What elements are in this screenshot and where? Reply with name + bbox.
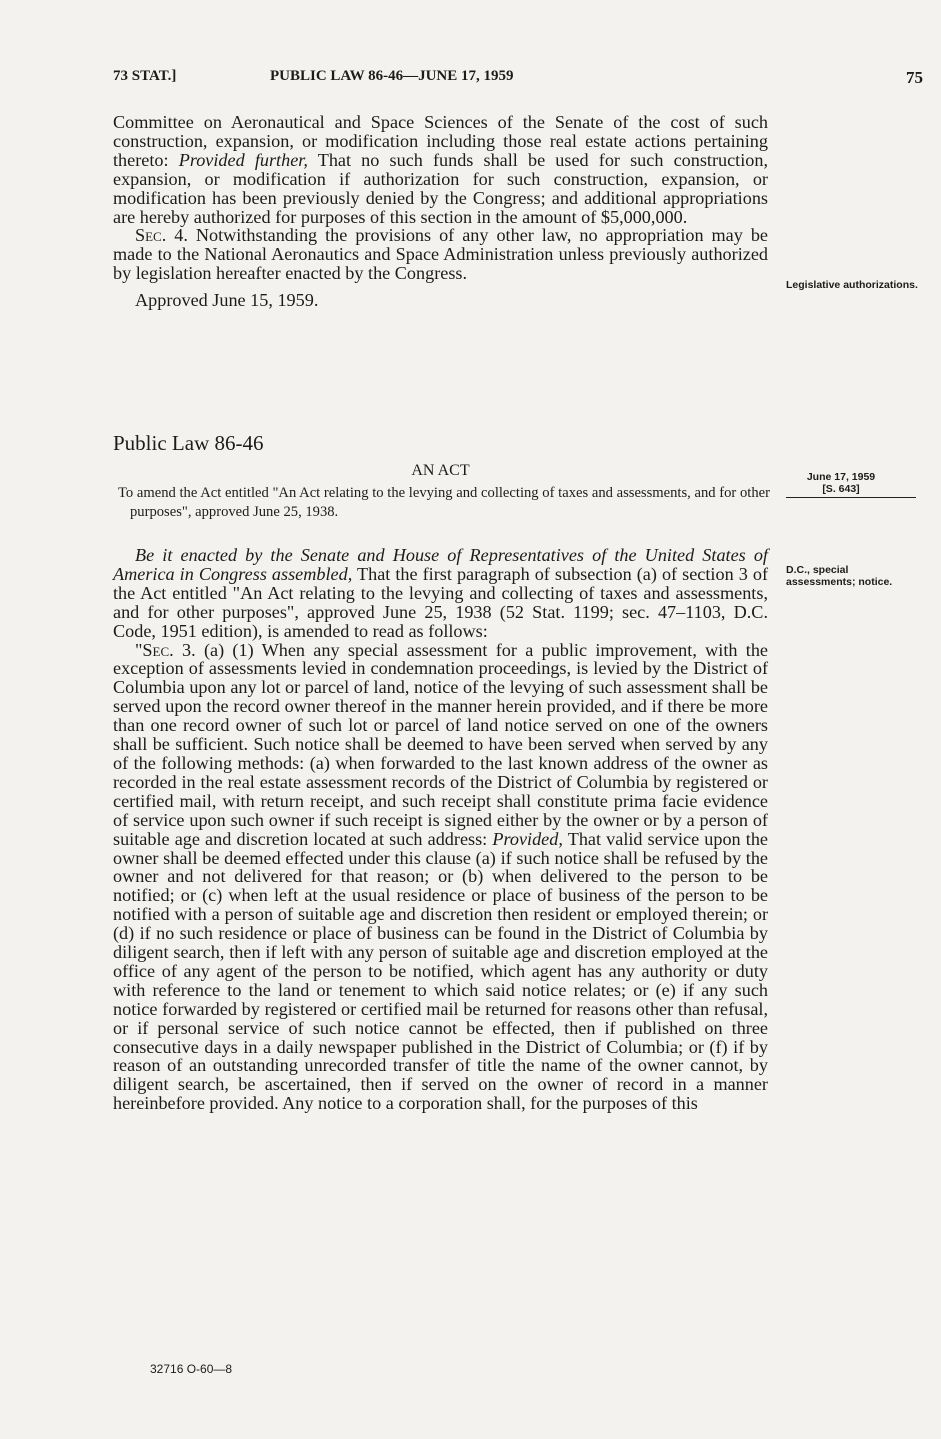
margin-note-date-block [786, 471, 896, 498]
enacting-clause: Be it enacted by the Senate and House of Representatives of the United States of America in Congress assembled, That the first paragraph of subsection (a) of section 3 of the Act entitled "An Act relating to the levying and collecting of taxes and assessments, and for other purposes", approved June 25, 1938 (52 Stat. 1199; sec. 47–1103, D.C. Code, 1951 edition), is amended to read as follows: [113, 545, 768, 641]
previous-law-text [113, 113, 768, 310]
margin-note-dc: D.C., special assessments; notice. [786, 564, 893, 588]
margin-note-legislative: Legislative authorizations. [786, 279, 918, 291]
margin-rule [786, 497, 916, 498]
header-title: PUBLIC LAW 86-46—JUNE 17, 1959 [270, 68, 514, 84]
law-title [113, 431, 768, 456]
page-number: 75 [906, 68, 923, 87]
margin-note-bill: [S. 643] [822, 483, 860, 495]
act-body [113, 546, 768, 1113]
volume-citation: 73 STAT.] [113, 68, 177, 84]
section-3: "Sec. 3. (a) (1) When any special assessment for a public improvement, with the exception of assessments levied in condemnation proceedings, is levied by the District of Columbia upon any lot or parcel of land, notice of the levying of such assessment shall be served upon the record owner thereof in the manner herein provided, and if there be more than one record owner of such lot or parcel of land notice served on one of the owners shall be sufficient. Such notice shall be deemed to have been served when served by any of the following methods: (a) when forwarded to the last known address of the owner as recorded in the real estate assessment records of the District of Columbia by registered or certified mail, with return receipt, and such receipt shall constitute prima facie evidence of service upon such owner if such receipt is signed either by the owner or by a person of suitable age and discretion located at such address: Provided, That valid service upon the owner shall be deemed effected under this clause (a) if such notice shall be refused by the owner and not delivered for that reason; or (b) when delivered to the person to be notified; or (c) when left at the usual residence or place of business of the person to be notified with a person of suitable age and discretion then resident or employed therein; or (d) if no such residence or place of business can be found in the District of Columbia by diligent search, then if left with any person of suitable age and discretion employed at the office of any agent of the person to be notified, which agent has any authority or duty with reference to the land or tenement to which said notice relates; or (e) if any such notice forwarded by registered or certified mail be returned for reasons other than refusal, or if personal service of such notice cannot be effected, then if published on three consecutive days in a daily newspaper published in the District of Columbia; or (f) if by reason of an outstanding unrecorded transfer of title the name of the owner cannot, by diligent search, be ascertained, then if served on the owner of record in a manner hereinbefore provided. Any notice to a corporation shall, for the purposes of this [113, 639, 769, 1114]
approval-date: Approved June 15, 1959. [135, 290, 319, 311]
act-label: AN ACT [411, 462, 470, 479]
public-law-number: Public Law 86-46 [113, 431, 264, 455]
running-header [113, 68, 923, 92]
paragraph-committee: Committee on Aeronautical and Space Sciences of the Senate of the cost of such construction, expansion, or modification including those real estate actions pertaining thereto: Provided further, That no such funds shall be used for such construction, expansion, or modification if authorization for such construction, expansion, or modification has been previously denied by the Congress; and additional appropriations are hereby authorized for purposes of this section in the amount of $5,000,000. [113, 112, 769, 227]
margin-note-date: June 17, 1959 [806, 471, 876, 483]
section-4: Sec. 4. Notwithstanding the provisions of any other law, no appropriation may be made to the National Aeronautics and Space Administration unless previously authorized by legislation hereafter enacted by the Congress. [113, 225, 769, 284]
print-code: 32716 O-60—8 [150, 1362, 233, 1376]
act-purpose: To amend the Act entitled "An Act relating to the levying and collecting of taxes and assessments, and for other purposes", approved June 25, 1938. [118, 485, 770, 520]
